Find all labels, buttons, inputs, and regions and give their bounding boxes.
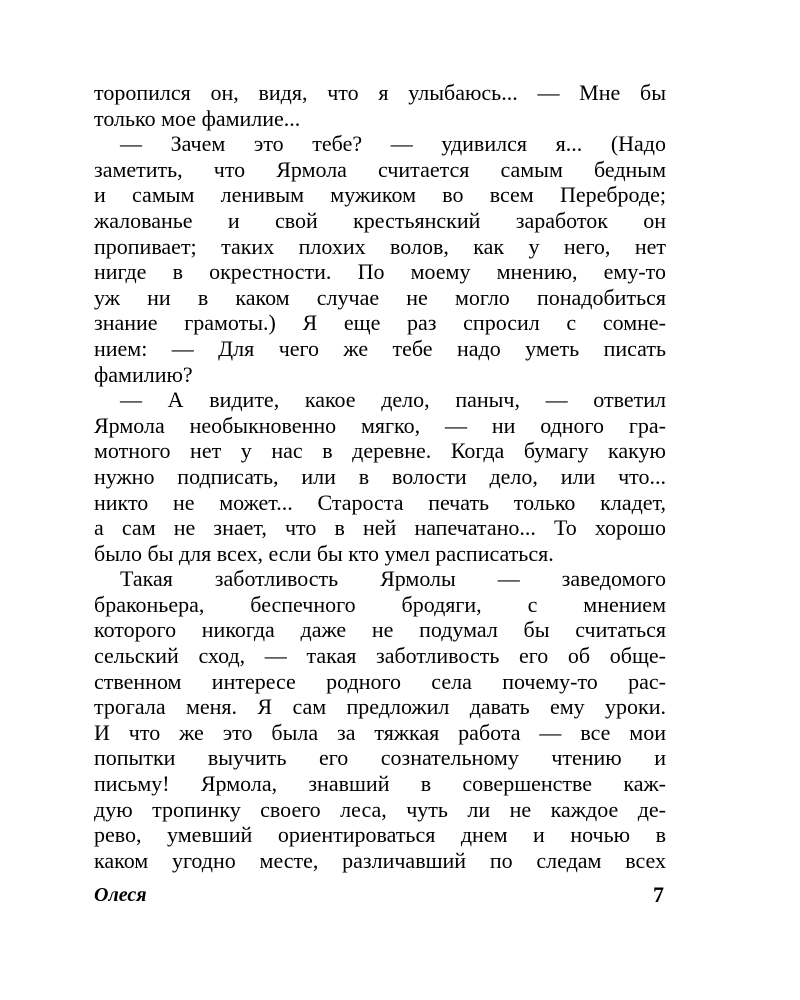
text-line: дую тропинку своего леса, чуть ли не каждое де- [94, 796, 666, 822]
text-line: рево, умевший ориентироваться днем и ночью в [94, 822, 666, 848]
text-line: пропивает; таких плохих волов, как у него, нет [94, 233, 666, 259]
text-line: только мое фамилие... [94, 105, 301, 131]
text-line: мотного нет у нас в деревне. Когда бумагу какую [94, 438, 666, 464]
text-line: уж ни в каком случае не могло понадобиться [94, 284, 666, 310]
text-line: Ярмола необыкновенно мягко, — ни одного гра- [94, 412, 666, 438]
text-line: трогала меня. Я сам предложил давать ему уроки. [94, 694, 666, 720]
text-line: И что же это была за тяжкая работа — все мои [94, 719, 666, 745]
text-line: письму! Ярмола, знавший в совершенстве каж- [94, 771, 666, 797]
text-line: нужно подписать, или в волости дело, или что... [94, 463, 666, 489]
text-line: торопился он, видя, что я улыбаюсь... — Мне бы [94, 80, 666, 105]
text-line: и самым ленивым мужиком во всем Переброде; [94, 182, 666, 208]
text-line: — А видите, какое дело, паныч, — ответил [120, 387, 666, 413]
text-line: браконьера, беспечного бродяги, с мнением [94, 591, 666, 617]
text-line: фамилию? [94, 361, 193, 387]
text-line: нием: — Для чего же тебе надо уметь писать [94, 335, 666, 361]
text-line: попытки выучить его сознательному чтению и [94, 745, 666, 771]
text-line: а сам не знает, что в ней напечатано... То хорошо [94, 515, 666, 541]
text-line: знание грамоты.) Я еще раз спросил с сомне- [94, 310, 666, 336]
text-line: нигде в окрестности. По моему мнению, ему-то [94, 259, 666, 285]
text-line: никто не может... Староста печать только кладет, [94, 489, 666, 515]
text-line: было бы для всех, если бы кто умел расписаться. [94, 540, 554, 566]
text-line: жалованье и свой крестьянский заработок он [94, 207, 666, 233]
text-line: Такая заботливость Ярмолы — заведомого [120, 566, 666, 592]
text-line: ственном интересе родного села почему-то рас- [94, 668, 666, 694]
body-text [94, 80, 666, 873]
text-line: которого никогда даже не подумал бы считаться [94, 617, 666, 643]
text-line: каком угодно месте, различавший по следам всех [94, 847, 666, 873]
text-line: — Зачем это тебе? — удивился я... (Надо [120, 131, 666, 157]
running-footer-title: Олеся [94, 884, 147, 906]
text-line: сельский сход, — такая заботливость его об обще- [94, 643, 666, 669]
page-number: 7 [653, 882, 664, 907]
text-line: заметить, что Ярмола считается самым бедным [94, 156, 666, 182]
